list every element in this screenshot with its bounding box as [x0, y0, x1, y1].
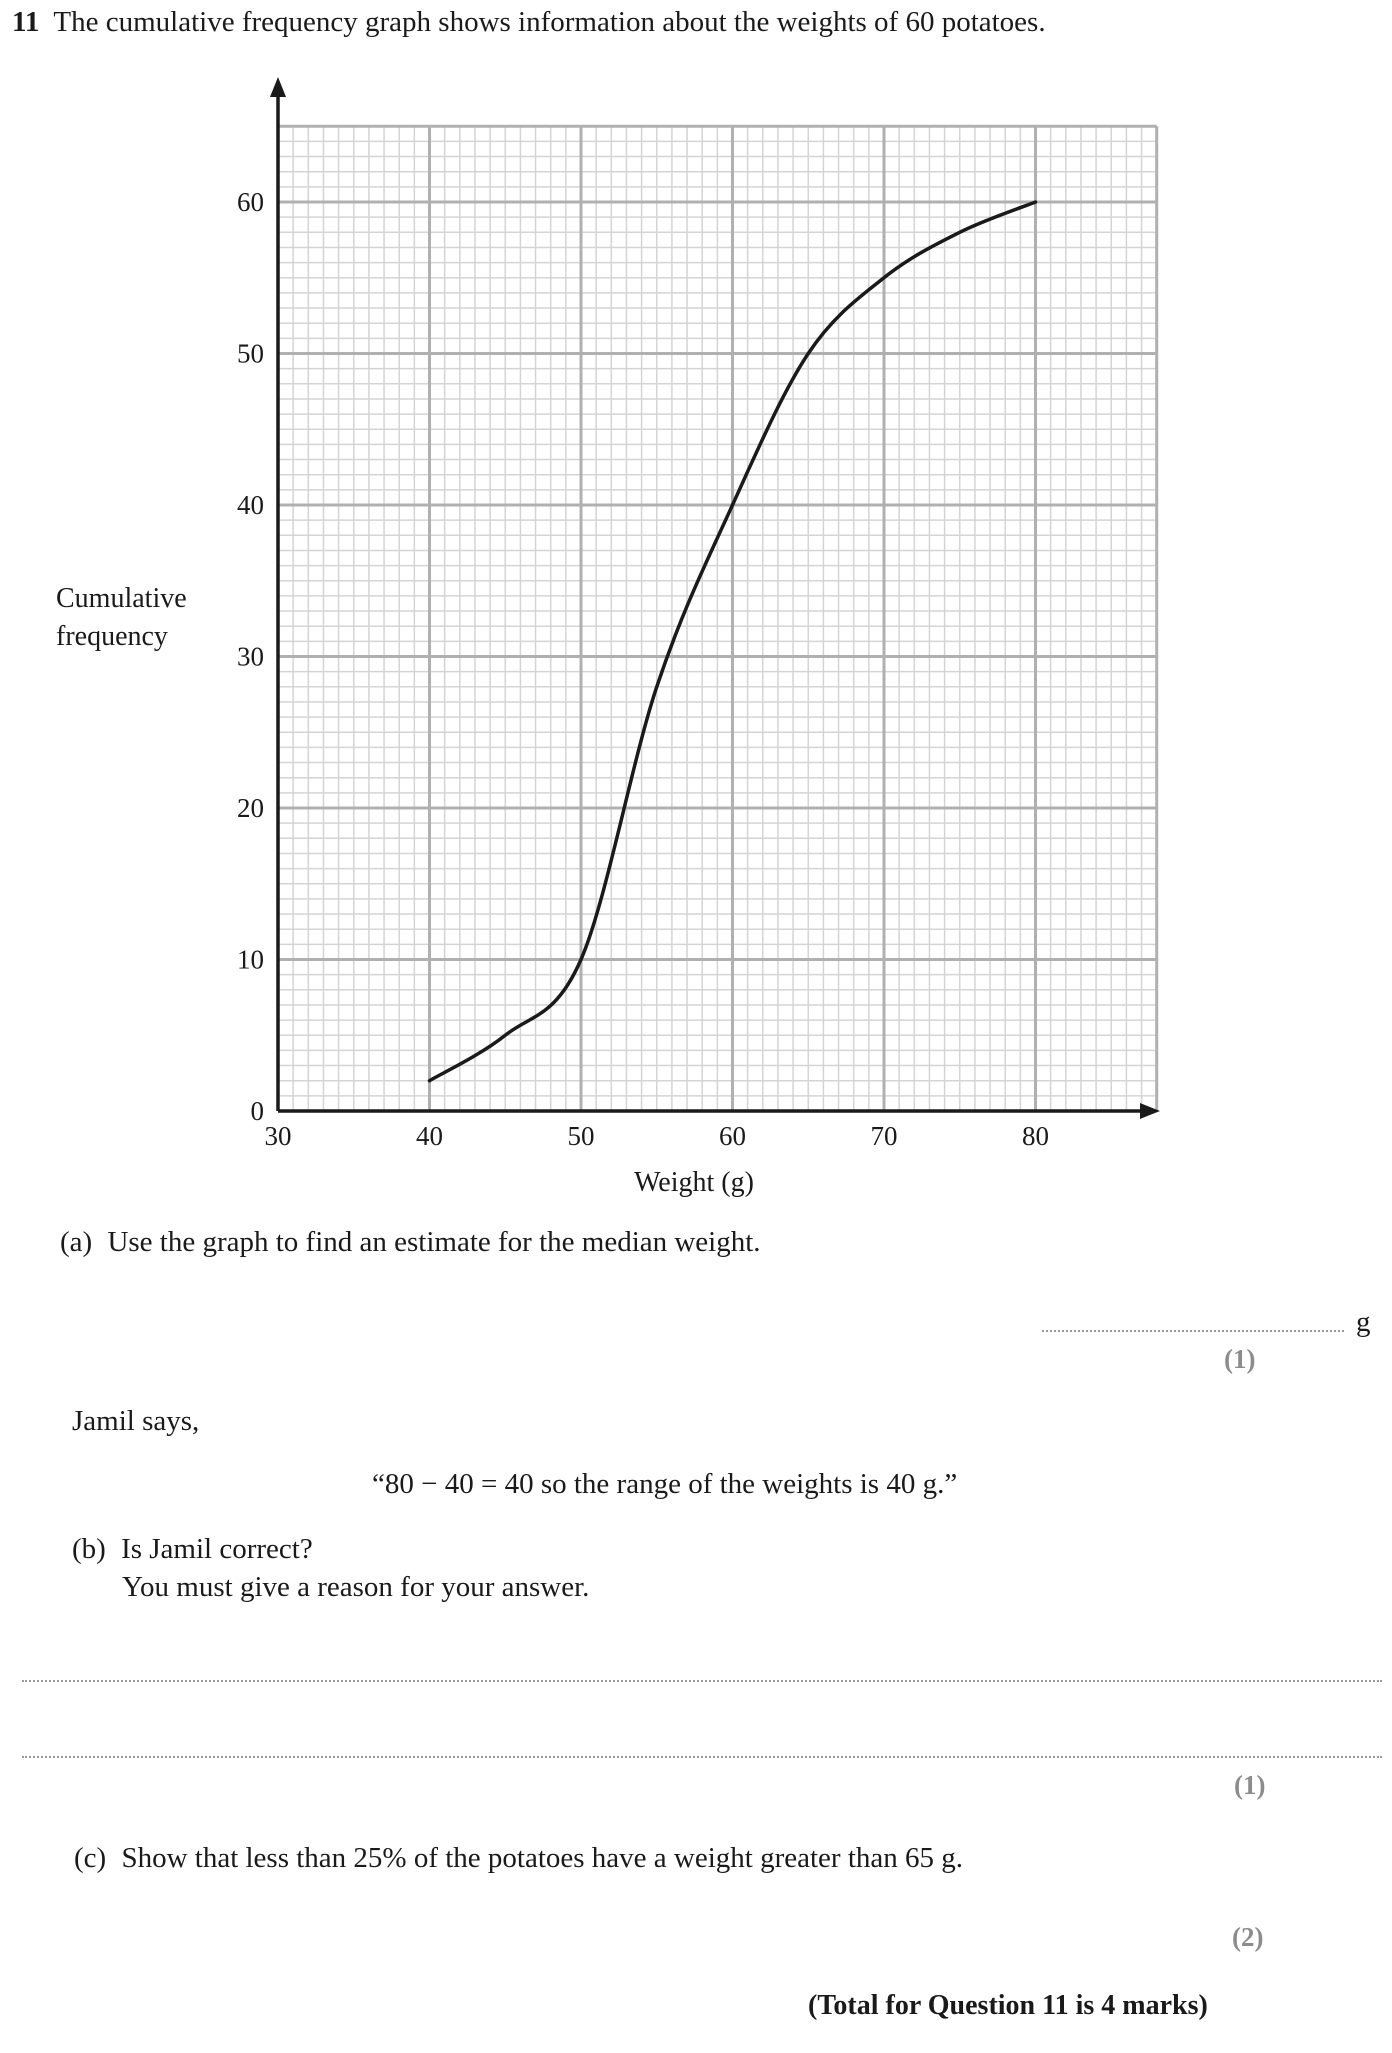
part-b-marks: (1) — [1234, 1770, 1266, 1800]
question-total: (Total for Question 11 is 4 marks) — [808, 1990, 1208, 2021]
part-b-answer-line-1[interactable] — [22, 1680, 1382, 1682]
y-axis-label-line-1: Cumulative — [56, 583, 187, 614]
part-b-line-2: You must give a reason for your answer. — [122, 1571, 590, 1603]
part-b-question — [72, 1533, 313, 1566]
x-tick-label: 60 — [719, 1121, 746, 1151]
jamil-quote: “80 − 40 = 40 so the range of the weights is 40 g.” — [372, 1468, 958, 1500]
part-a-marks: (1) — [1224, 1344, 1256, 1374]
grid-minor-lines — [278, 126, 1157, 1111]
y-tick-label: 0 — [250, 1096, 264, 1126]
x-axis-label: Weight (g) — [634, 1167, 754, 1198]
y-axis-label-line-2: frequency — [56, 621, 168, 652]
y-tick-label: 60 — [237, 187, 264, 217]
y-tick-label: 50 — [237, 338, 264, 369]
chart-axes — [270, 77, 1160, 1119]
part-a-text: Use the graph to find an estimate for the median weight. — [107, 1226, 761, 1258]
x-tick-label: 40 — [416, 1121, 443, 1151]
y-axis-arrowhead — [270, 77, 286, 97]
x-tick-label: 30 — [264, 1121, 292, 1151]
part-b-answer-line-2[interactable] — [22, 1756, 1382, 1758]
question-number: 11 — [12, 6, 40, 38]
part-b-line-1: Is Jamil correct? — [121, 1533, 313, 1565]
part-a-answer-line[interactable] — [1042, 1330, 1344, 1332]
question-intro: The cumulative frequency graph shows information about the weights of 60 potatoes. — [53, 6, 1046, 38]
y-tick-label: 40 — [237, 490, 264, 520]
y-tick-label: 20 — [237, 793, 264, 823]
tick-labels — [237, 187, 1049, 1151]
part-a-answer-unit: g — [1356, 1306, 1371, 1338]
part-c-text: Show that less than 25% of the potatoes have a weight greater than 65 g. — [121, 1842, 964, 1874]
y-tick-label: 30 — [237, 641, 264, 672]
jamil-intro: Jamil says, — [72, 1405, 200, 1437]
y-tick-label: 10 — [237, 944, 264, 975]
part-a-question — [60, 1226, 761, 1259]
part-c-label: (c) — [74, 1842, 107, 1874]
part-c-marks: (2) — [1232, 1922, 1264, 1952]
x-tick-label: 50 — [567, 1121, 595, 1151]
part-c-question — [74, 1842, 963, 1875]
x-tick-label: 70 — [870, 1121, 898, 1151]
part-a-label: (a) — [60, 1226, 93, 1258]
x-tick-label: 80 — [1022, 1121, 1049, 1151]
part-b-label: (b) — [72, 1533, 106, 1565]
